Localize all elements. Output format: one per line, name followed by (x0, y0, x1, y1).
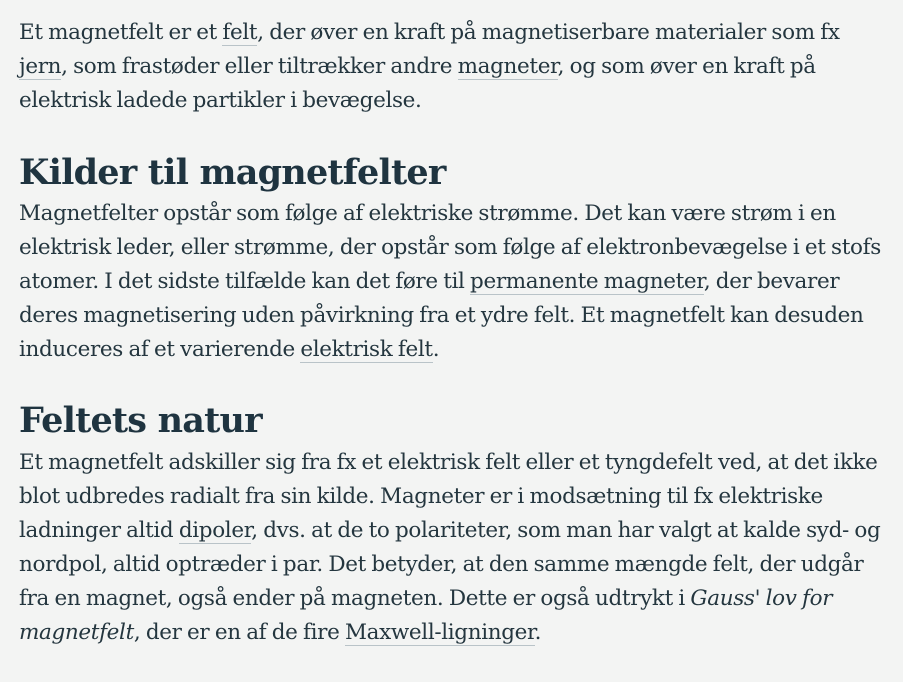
intro-paragraph (19, 16, 889, 118)
link-maxwell-ligninger[interactable]: Maxwell-ligninger (344, 620, 535, 645)
nature-paragraph (19, 446, 889, 650)
heading-kilder: Kilder til magnetfelter (19, 152, 446, 193)
nature-text-2: , dvs. at de to polariteter, som man har valgt at kalde syd- og nordpol, altid optræder i par. Det betyder, at den samme mængde felt, der udgår fra en magnet, også ender på magneten. Dette er også udtrykt i (19, 518, 881, 611)
sources-paragraph (19, 197, 889, 367)
link-elektrisk-felt[interactable]: elektrisk felt (300, 337, 433, 362)
link-jern[interactable]: jern (19, 54, 62, 79)
intro-text-4: , og som øver en kraft på elektrisk ladede partikler i bevægelse. (19, 54, 816, 113)
intro-text-3: , som frastøder eller tiltrækker andre (61, 54, 458, 79)
article-body (19, 16, 889, 650)
link-magneter[interactable]: magneter (457, 54, 558, 79)
heading-feltets-natur: Feltets natur (19, 400, 262, 441)
nature-text-1: Et magnetfelt adskiller sig fra fx et elektrisk felt eller et tyngdefelt ved, at det ikke blot udbredes radialt fra sin kilde. Magneter er i modsætning til fx elektriske ladninger altid (19, 450, 878, 543)
link-dipoler[interactable]: dipoler (178, 518, 252, 543)
nature-text-3: , der er en af de fire (133, 620, 345, 645)
sources-text-2: , der bevarer deres magnetisering uden påvirkning fra et ydre felt. Et magnetfelt kan desuden induceres af et varierende (19, 269, 864, 362)
sources-text-1: Magnetfelter opstår som følge af elektriske strømme. Det kan være strøm i en elektrisk leder, eller strømme, der opstår som følge af elektronbevægelse i et stofs atomer. I det sidste tilfælde kan det føre til (19, 201, 881, 294)
sources-text-3: . (432, 337, 440, 362)
intro-text-2: , der øver en kraft på magnetiserbare materialer som fx (257, 20, 840, 45)
nature-text-4: . (534, 620, 542, 645)
gauss-law-emphasis: Gauss' lov for magnetfelt (19, 586, 833, 645)
link-permanente-magneter[interactable]: permanente magneter (470, 269, 704, 294)
link-felt[interactable]: felt (222, 20, 258, 45)
intro-text-1: Et magnetfelt er et (19, 20, 223, 45)
